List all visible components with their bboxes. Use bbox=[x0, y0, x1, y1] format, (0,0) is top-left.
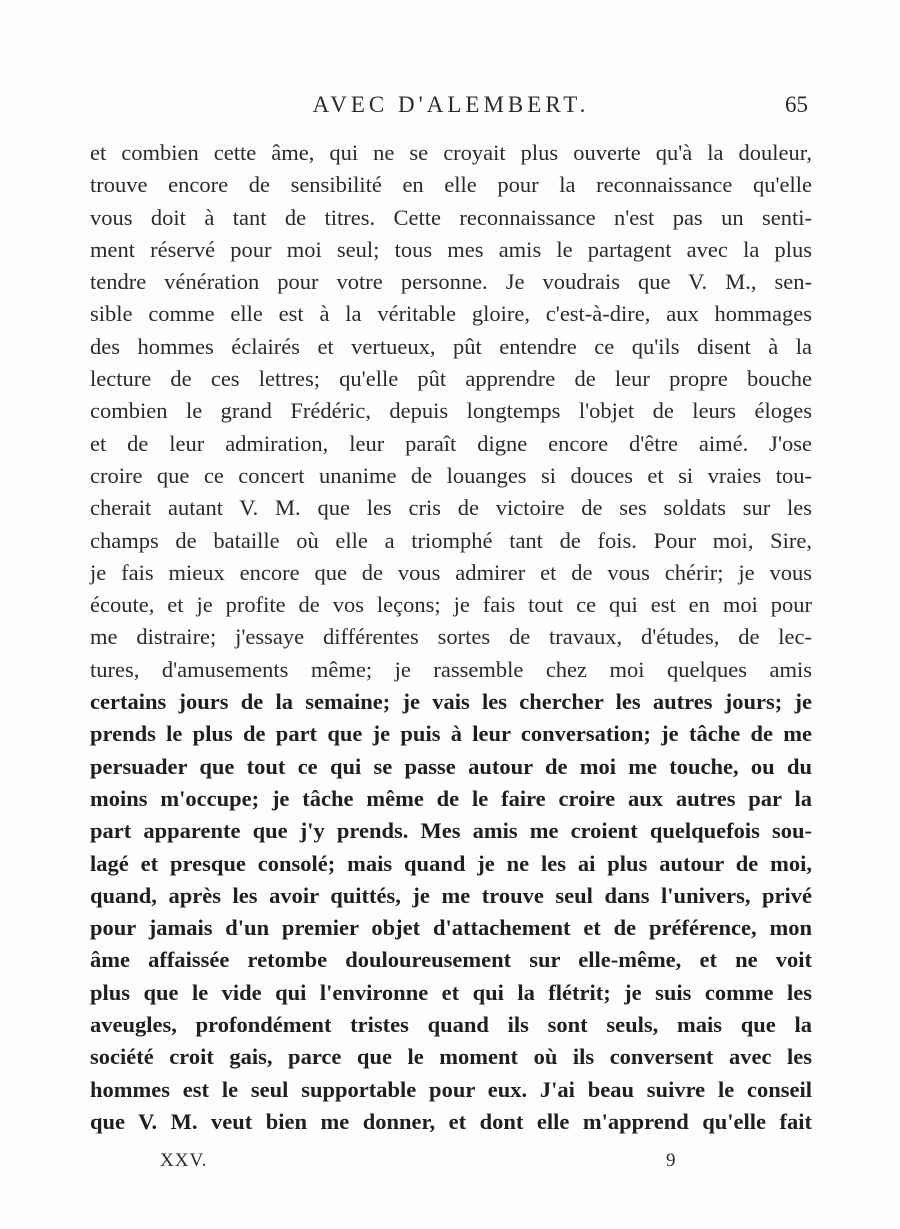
text-line: société croit gais, parce que le moment où ils conversent avec les bbox=[90, 1044, 812, 1070]
text-line: je fais mieux encore que de vous admirer et de vous chérir; je vous bbox=[90, 559, 812, 585]
text-line: âme affaissée retombe douloureusement sur elle-même, et ne voit bbox=[90, 947, 812, 973]
text-line: part apparente que j'y prends. Mes amis me croient quelquefois sou- bbox=[90, 818, 812, 844]
text-line: plus que le vide qui l'environne et qui la flétrit; je suis comme les bbox=[90, 979, 812, 1005]
text-line: ment réservé pour moi seul; tous mes amis le partagent avec la plus bbox=[90, 236, 812, 262]
text-line: lecture de ces lettres; qu'elle pût apprendre de leur propre bouche bbox=[90, 366, 812, 392]
text-line: croire que ce concert unanime de louanges si douces et si vraies tou- bbox=[90, 462, 812, 488]
text-line: des hommes éclairés et vertueux, pût entendre ce qu'ils disent à la bbox=[90, 333, 812, 359]
text-line: champs de bataille où elle a triomphé tant de fois. Pour moi, Sire, bbox=[90, 527, 812, 553]
text-line: persuader que tout ce qui se passe autour de moi me touche, ou du bbox=[90, 753, 812, 779]
text-line: écoute, et je profite de vos leçons; je fais tout ce qui est en moi pour bbox=[90, 592, 812, 618]
running-title: AVEC D'ALEMBERT. bbox=[312, 92, 590, 117]
text-line: quand, après les avoir quittés, je me trouve seul dans l'univers, privé bbox=[90, 882, 812, 908]
text-line: pour jamais d'un premier objet d'attachement et de préférence, mon bbox=[90, 915, 812, 941]
text-line: et combien cette âme, qui ne se croyait plus ouverte qu'à la douleur, bbox=[90, 140, 812, 165]
text-line: trouve encore de sensibilité en elle pour la reconnaissance qu'elle bbox=[90, 172, 812, 198]
text-line: moins m'occupe; je tâche même de le faire croire aux autres par la bbox=[90, 785, 812, 811]
running-head bbox=[90, 92, 812, 126]
text-line: certains jours de la semaine; je vais les chercher les autres jours; je bbox=[90, 689, 812, 715]
text-line: vous doit à tant de titres. Cette reconnaissance n'est pas un senti- bbox=[90, 204, 812, 230]
text-line: cherait autant V. M. que les cris de victoire de ses soldats sur les bbox=[90, 495, 812, 521]
text-line: tendre vénération pour votre personne. Je voudrais que V. M., sen- bbox=[90, 269, 812, 295]
page-footer bbox=[0, 1150, 900, 1180]
text-line: tures, d'amusements même; je rassemble chez moi quelques amis bbox=[90, 656, 812, 682]
gathering-number: 9 bbox=[666, 1150, 676, 1171]
text-line: combien le grand Frédéric, depuis longtemps l'objet de leurs éloges bbox=[90, 398, 812, 424]
text-line: et de leur admiration, leur paraît digne encore d'être aimé. J'ose bbox=[90, 430, 812, 456]
volume-signature: XXV. bbox=[160, 1150, 208, 1171]
text-line: prends le plus de part que je puis à leur conversation; je tâche de me bbox=[90, 721, 812, 747]
text-line: que V. M. veut bien me donner, et dont elle m'apprend qu'elle fait bbox=[90, 1108, 812, 1134]
page-number: 65 bbox=[785, 92, 808, 117]
text-line: me distraire; j'essaye différentes sortes de travaux, d'études, de lec- bbox=[90, 624, 812, 650]
body-text bbox=[90, 137, 812, 1138]
text-line: sible comme elle est à la véritable gloire, c'est-à-dire, aux hommages bbox=[90, 301, 812, 327]
text-line: hommes est le seul supportable pour eux. J'ai beau suivre le conseil bbox=[90, 1076, 812, 1102]
text-line: lagé et presque consolé; mais quand je ne les ai plus autour de moi, bbox=[90, 850, 812, 876]
text-line: aveugles, profondément tristes quand ils sont seuls, mais que la bbox=[90, 1012, 812, 1038]
